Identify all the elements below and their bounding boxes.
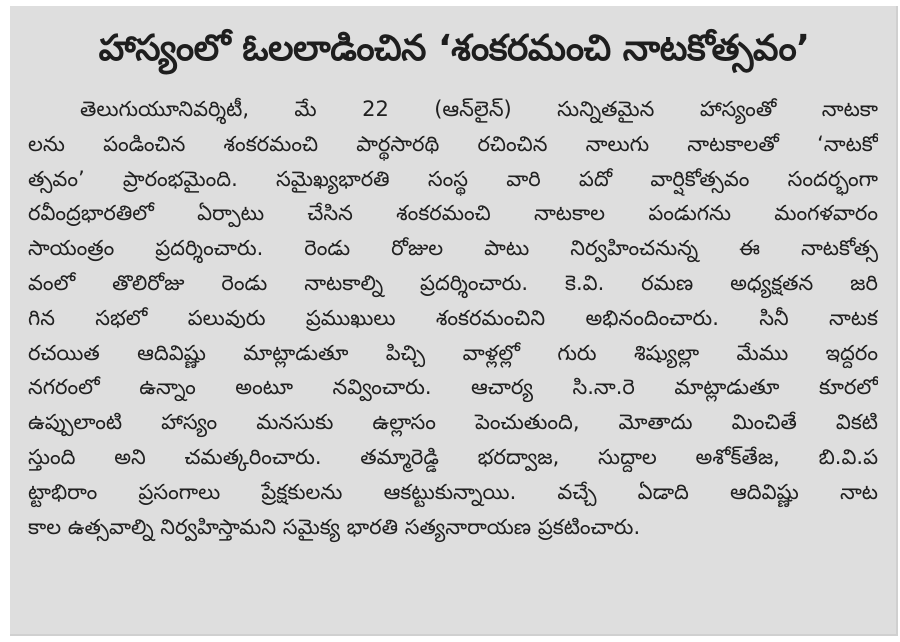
article-line: నగరంలో ఉన్నాం అంటూ నవ్వించారు. ఆచార్య సి.నా.రె మాట్లాడుతూ కూరలో (28, 375, 878, 400)
article-line: రవీంద్రభారతిలో ఏర్పాటు చేసిన శంకరమంచి నాటకాల పండుగను మంగళవారం (28, 201, 878, 226)
article-line: త్సవం’ ప్రారంభమైంది. సమైఖ్యభారతి సంస్థ వారి పదో వార్షికోత్సవం సందర్భంగా (28, 166, 878, 191)
article-line: లను పండించిన శంకరమంచి పార్థసారథి రచించిన నాలుగు నాటకాలతో ‘నాటకో (28, 131, 878, 156)
article-line: తెలుగుయూనివర్శిటీ, మే 22 (ఆన్‌లైన్) సున్నితమైన హాస్యంతో నాటకా (80, 97, 878, 121)
article-body (28, 92, 878, 544)
article-line: ఉప్పులాంటి హాస్యం మనసుకు ఉల్లాసం పెంచుతుంది, మోతాదు మించితే వికటి (28, 410, 878, 435)
article-line: గిన సభలో పలువురు ప్రముఖులు శంకరమంచిని అభినందించారు. సినీ నాటక (28, 305, 878, 330)
article-line: సాయంత్రం ప్రదర్శించారు. రెండు రోజుల పాటు నిర్వహించనున్న ఈ నాటకోత్స (28, 236, 878, 261)
article-line: వంలో తొలిరోజు రెండు నాటకాల్ని ప్రదర్శించారు. కె.వి. రమణ అధ్యక్షతన జరి (28, 270, 878, 295)
article-headline: హాస్యంలో ఓలలాడించిన ‘శంకరమంచి నాటకోత్సవం’ (98, 28, 810, 69)
article-line: రచయిత ఆదివిష్ణు మాట్లాడుతూ పిచ్చి వాళ్లల్లో గురు శిష్యుల్లా మేము ఇద్దరం (28, 340, 878, 365)
newspaper-clipping (10, 6, 898, 636)
article-line: ట్టాభిరాం ప్రసంగాలు ప్రేక్షకులను ఆకట్టుకున్నాయి. వచ్చే ఏడాది ఆదివిష్ణు నాట (28, 479, 878, 504)
article-line: స్తుంది అని చమత్కరించారు. తమ్మారెడ్డి భరద్వాజ, సుద్దాల అశోక్‌తేజ, బి.వి.ప (28, 444, 878, 469)
article-line: కాల ఉత్సవాల్ని నిర్వహిస్తామని సమైక్య భారతి సత్యనారాయణ ప్రకటించారు. (28, 514, 641, 539)
